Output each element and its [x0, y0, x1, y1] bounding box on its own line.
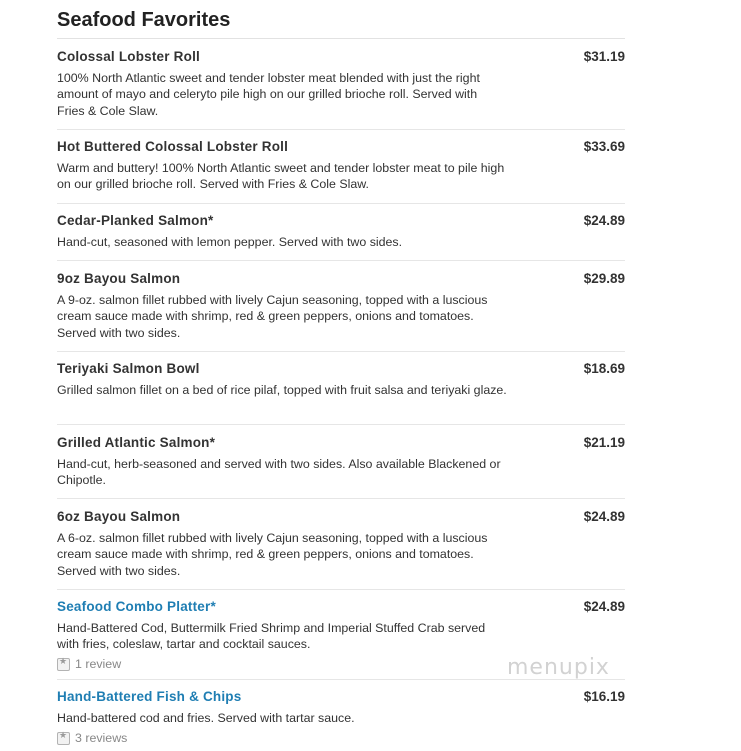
item-description: Grilled salmon fillet on a bed of rice pilaf, topped with fruit salsa and teriyaki glaze. [57, 383, 507, 397]
item-description: Hand-battered cod and fries. Served with tartar sauce. [57, 711, 355, 725]
review-star-icon [57, 732, 70, 745]
item-price: $18.69 [583, 361, 625, 376]
menu-item-hot-buttered-lobster-roll [57, 139, 625, 204]
item-name: 9oz Bayou Salmon [57, 271, 181, 286]
item-description: Hand-cut, herb-seasoned and served with two sides. Also available Blackened or Chipotle. [57, 457, 501, 488]
review-count: 3 reviews [75, 731, 128, 745]
item-description: A 9-oz. salmon fillet rubbed with lively Cajun seasoning, topped with a luscious cream sauce made with shrimp, red & green peppers, onions and tomatoes. Served with two sides. [57, 293, 488, 340]
item-description: Hand-cut, seasoned with lemon pepper. Served with two sides. [57, 235, 403, 249]
menu-item-9oz-bayou-salmon [57, 271, 625, 352]
item-price: $33.69 [583, 139, 625, 154]
item-name: Hot Buttered Colossal Lobster Roll [57, 139, 289, 154]
menu-item-cedar-planked-salmon [57, 213, 625, 261]
item-name-link[interactable]: Hand-Battered Fish & Chips [57, 689, 242, 704]
review-link[interactable] [57, 657, 121, 671]
item-price: $21.19 [583, 435, 625, 450]
review-link[interactable] [57, 731, 127, 745]
section-title: Seafood Favorites [57, 9, 231, 31]
menu-item-colossal-lobster-roll [57, 49, 625, 130]
watermark-logo: menupix [507, 655, 610, 680]
menu-item-6oz-bayou-salmon [57, 509, 625, 590]
item-price: $24.89 [583, 509, 625, 524]
item-name: Cedar-Planked Salmon* [57, 213, 214, 228]
title-divider [57, 38, 625, 39]
item-name: Teriyaki Salmon Bowl [57, 361, 200, 376]
review-star-icon [57, 658, 70, 671]
item-description: Warm and buttery! 100% North Atlantic sweet and tender lobster meat to pile high on our grilled brioche roll. Served with Fries & Cole Slaw. [57, 161, 505, 192]
review-count: 1 review [75, 657, 122, 671]
item-price: $24.89 [583, 213, 625, 228]
item-description: A 6-oz. salmon fillet rubbed with lively Cajun seasoning, topped with a luscious cream sauce made with shrimp, red & green peppers, onions and tomatoes. Served with two sides. [57, 531, 488, 578]
item-name: 6oz Bayou Salmon [57, 509, 181, 524]
item-name: Colossal Lobster Roll [57, 49, 200, 64]
item-description: Hand-Battered Cod, Buttermilk Fried Shrimp and Imperial Stuffed Crab served with fries, coleslaw, tartar and cocktail sauces. [57, 621, 486, 652]
menu-item-fish-and-chips [57, 689, 625, 751]
item-description: 100% North Atlantic sweet and tender lobster meat blended with just the right amount of mayo and celeryto pile high on our grilled brioche roll. Served with Fries & Cole Slaw. [57, 71, 480, 118]
item-price: $24.89 [583, 599, 625, 614]
item-name: Grilled Atlantic Salmon* [57, 435, 216, 450]
item-price: $16.19 [583, 689, 625, 704]
item-name-link[interactable]: Seafood Combo Platter* [57, 599, 216, 614]
menu-item-grilled-atlantic-salmon [57, 435, 625, 499]
item-price: $29.89 [583, 271, 625, 286]
item-price: $31.19 [583, 49, 625, 64]
menu-item-teriyaki-salmon-bowl [57, 361, 625, 425]
